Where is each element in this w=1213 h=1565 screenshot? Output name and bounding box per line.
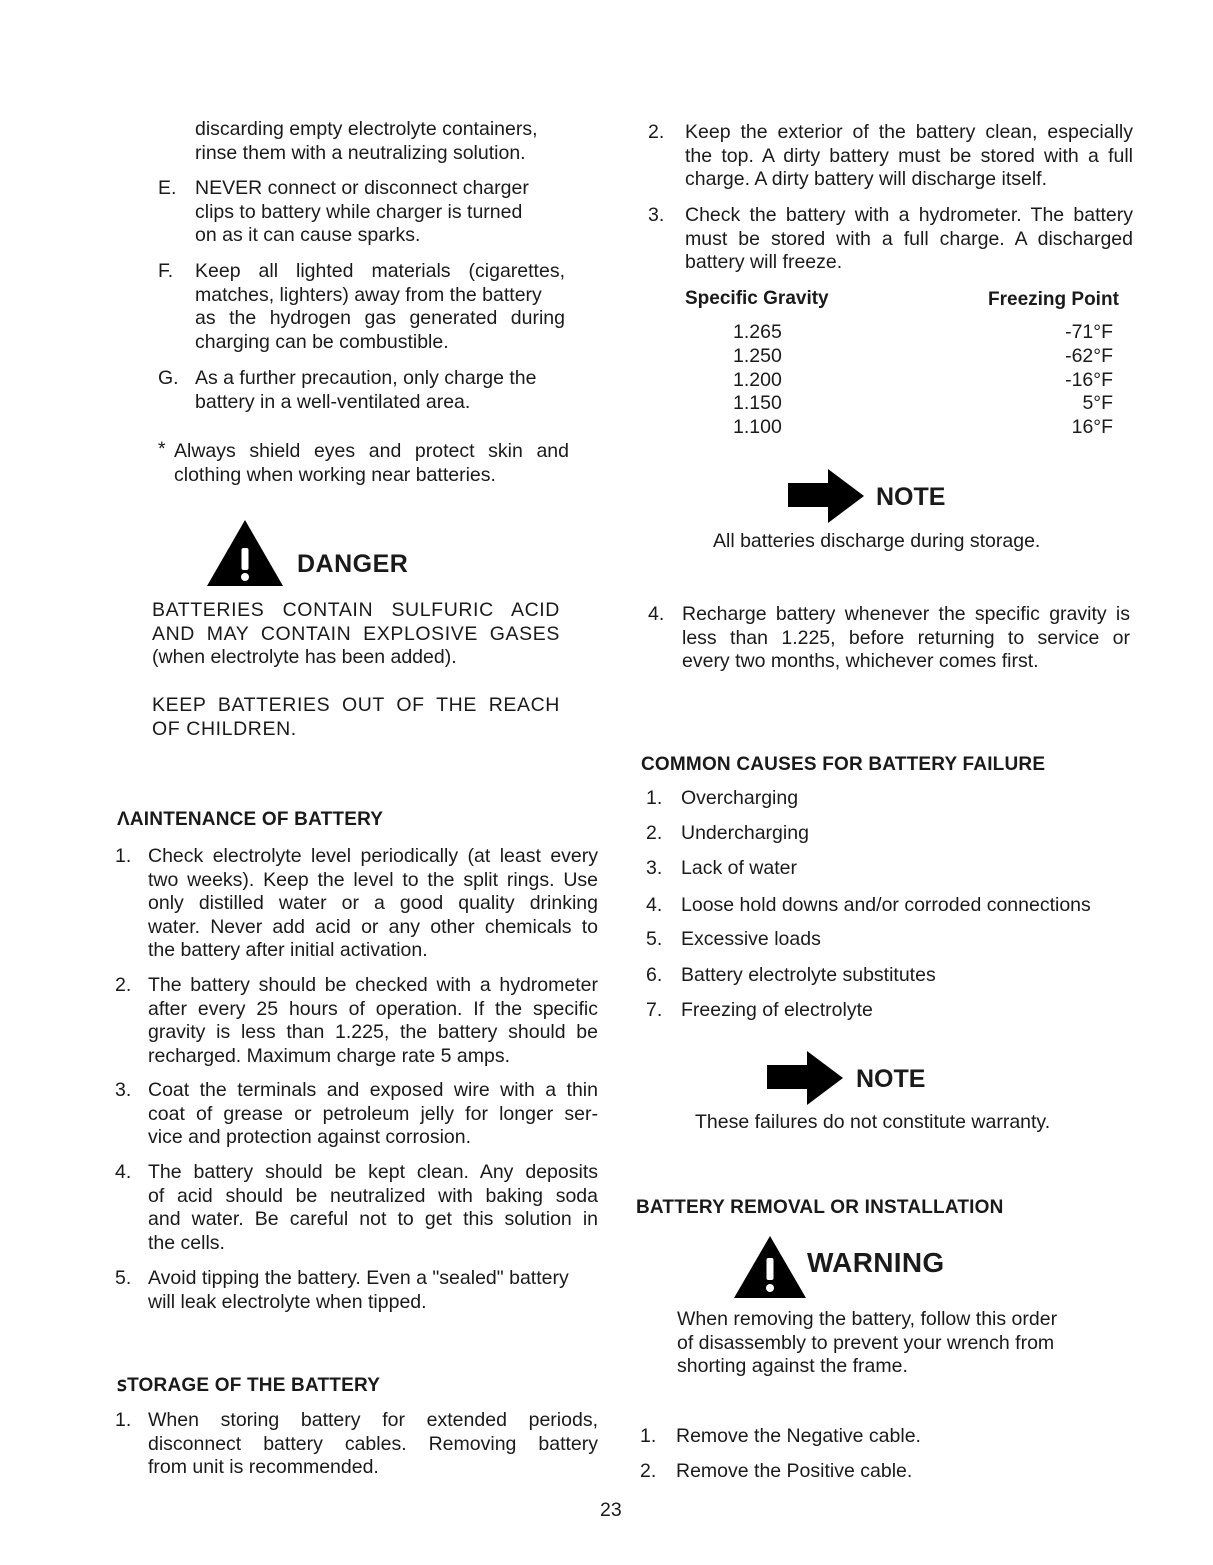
list-marker: E. bbox=[158, 177, 177, 199]
text-line: on as it can cause sparks. bbox=[195, 224, 421, 246]
danger-title: DANGER bbox=[297, 550, 409, 578]
list-marker: 7. bbox=[646, 999, 663, 1021]
storage-heading: ꜱTORAGE OF THE BATTERY bbox=[117, 1375, 381, 1396]
text-line: Recharge battery whenever the specific gravity is bbox=[682, 603, 1130, 625]
table-row bbox=[733, 345, 1113, 369]
cause-text: Excessive loads bbox=[681, 928, 821, 950]
cause-text: Battery electrolyte substitutes bbox=[681, 964, 936, 986]
list-marker: G. bbox=[158, 367, 179, 389]
warning-title: WARNING bbox=[807, 1247, 945, 1278]
asterisk-marker: * bbox=[158, 438, 166, 460]
text-line: OF CHILDREN. bbox=[152, 717, 297, 740]
text-line: NEVER connect or disconnect charger bbox=[195, 177, 529, 199]
cause-text: Lack of water bbox=[681, 857, 797, 879]
warning-triangle-icon bbox=[732, 1234, 808, 1300]
table-row bbox=[733, 321, 1113, 345]
text-line: coat of grease or petroleum jelly for longer ser- bbox=[148, 1102, 598, 1125]
text-line: When storing battery for extended periods, bbox=[148, 1409, 598, 1431]
freezing-value: -16°F bbox=[1065, 369, 1113, 391]
text-line: matches, lighters) away from the battery bbox=[195, 283, 542, 306]
danger-text-2 bbox=[152, 694, 560, 741]
text-line: BATTERIES CONTAIN SULFURIC ACID bbox=[152, 599, 560, 621]
list-marker: 3. bbox=[646, 857, 663, 879]
table-header-freezing: Freezing Point bbox=[988, 289, 1119, 310]
note-text: All batteries discharge during storage. bbox=[713, 530, 1041, 552]
text-line: as the hydrogen gas generated during bbox=[195, 307, 565, 329]
freezing-value: 5°F bbox=[1082, 392, 1113, 414]
text-line: discarding empty electrolyte containers, bbox=[195, 118, 538, 140]
text-line: Keep the exterior of the battery clean, especially bbox=[685, 121, 1133, 143]
text-line: recharged. Maximum charge rate 5 amps. bbox=[148, 1044, 510, 1067]
text-line: the battery after initial activation. bbox=[148, 939, 428, 961]
text-line: Coat the terminals and exposed wire with a thin bbox=[148, 1079, 598, 1101]
text-line: Avoid tipping the battery. Even a "sealed" battery bbox=[148, 1267, 569, 1289]
gravity-value: 1.250 bbox=[733, 345, 782, 367]
gravity-value: 1.200 bbox=[733, 369, 782, 391]
text-line: AND MAY CONTAIN EXPLOSIVE GASES bbox=[152, 622, 560, 645]
table-header-gravity: Specific Gravity bbox=[685, 288, 829, 309]
list-marker: 5. bbox=[646, 928, 663, 950]
arrow-right-icon bbox=[788, 469, 864, 523]
text-line: vice and protection against corrosion. bbox=[148, 1126, 472, 1148]
text-line: disconnect battery cables. Removing battery bbox=[148, 1432, 598, 1455]
text-line: of acid should be neutralized with baking soda bbox=[148, 1184, 598, 1207]
text-line: battery in a well-ventilated area. bbox=[195, 390, 471, 413]
list-marker: 2. bbox=[648, 121, 665, 143]
freezing-value: -62°F bbox=[1065, 345, 1113, 367]
text-line: and water. Be careful not to get this solution in bbox=[148, 1208, 598, 1230]
text-line: every two months, whichever comes first. bbox=[682, 650, 1039, 672]
text-line: from unit is recommended. bbox=[148, 1456, 379, 1478]
list-marker: F. bbox=[158, 260, 174, 282]
text-line: water. Never add acid or any other chemicals to bbox=[148, 915, 598, 938]
step-text: Remove the Positive cable. bbox=[676, 1460, 913, 1482]
step-text: Remove the Negative cable. bbox=[676, 1425, 921, 1447]
text-line: As a further precaution, only charge the bbox=[195, 367, 537, 389]
freezing-value: 16°F bbox=[1071, 416, 1113, 438]
text-line: less than 1.225, before returning to service or bbox=[682, 626, 1130, 649]
note-title: NOTE bbox=[876, 483, 946, 511]
list-marker: 2. bbox=[640, 1460, 657, 1482]
warning-text bbox=[677, 1308, 1097, 1379]
list-marker: 3. bbox=[115, 1079, 132, 1101]
list-marker: 2. bbox=[115, 974, 132, 996]
text-line: (when electrolyte has been added). bbox=[152, 646, 457, 668]
gravity-value: 1.100 bbox=[733, 416, 782, 438]
removal-heading: BATTERY REMOVAL OR INSTALLATION bbox=[636, 1197, 1004, 1218]
text-line: KEEP BATTERIES OUT OF THE REACH bbox=[152, 694, 560, 716]
list-marker: 4. bbox=[648, 603, 665, 625]
cause-text: Loose hold downs and/or corroded connections bbox=[681, 894, 1091, 916]
list-marker: 1. bbox=[115, 1409, 132, 1431]
text-line: must be stored with a full charge. A discharged bbox=[685, 227, 1133, 250]
text-line: the top. A dirty battery must be stored with a full bbox=[685, 144, 1133, 167]
text-line: only distilled water or a good quality drinking bbox=[148, 892, 598, 914]
text-line: charge. A dirty battery will discharge itself. bbox=[685, 168, 1047, 190]
gravity-value: 1.150 bbox=[733, 392, 782, 414]
danger-icon bbox=[205, 518, 285, 588]
table-row bbox=[733, 392, 1113, 416]
gravity-value: 1.265 bbox=[733, 321, 782, 343]
list-marker: 5. bbox=[115, 1267, 132, 1289]
text-line: charging can be combustible. bbox=[195, 330, 449, 353]
text-line: When removing the battery, follow this order bbox=[677, 1308, 1058, 1330]
causes-heading: COMMON CAUSES FOR BATTERY FAILURE bbox=[641, 754, 1046, 775]
text-line: battery will freeze. bbox=[685, 251, 843, 273]
list-marker: 3. bbox=[648, 204, 665, 226]
list-marker: 4. bbox=[646, 894, 663, 916]
list-marker: 1. bbox=[640, 1425, 657, 1447]
text-line: shorting against the frame. bbox=[677, 1355, 908, 1377]
text-line: clothing when working near batteries. bbox=[174, 463, 496, 486]
text-line: The battery should be checked with a hydrometer bbox=[148, 974, 598, 996]
text-line: two weeks). Keep the level to the split rings. Use bbox=[148, 868, 598, 891]
danger-text bbox=[152, 599, 560, 670]
text-line: will leak electrolyte when tipped. bbox=[148, 1290, 427, 1313]
maintenance-heading: ɅAINTENANCE OF BATTERY bbox=[117, 809, 384, 830]
cause-text: Freezing of electrolyte bbox=[681, 999, 873, 1021]
text-line: Keep all lighted materials (cigarettes, bbox=[195, 260, 565, 282]
list-marker: 2. bbox=[646, 822, 663, 844]
text-line: after every 25 hours of operation. If the specific bbox=[148, 997, 598, 1020]
text-line: Always shield eyes and protect skin and bbox=[174, 440, 569, 462]
arrow-right-icon bbox=[767, 1051, 843, 1105]
list-marker: 6. bbox=[646, 964, 663, 986]
table-row bbox=[733, 369, 1113, 393]
intro-continuation bbox=[195, 118, 570, 165]
text-line: clips to battery while charger is turned bbox=[195, 200, 523, 223]
list-marker: 1. bbox=[646, 787, 663, 809]
text-line: the cells. bbox=[148, 1231, 225, 1254]
freezing-value: -71°F bbox=[1065, 321, 1113, 343]
text-line: Check the battery with a hydrometer. The battery bbox=[685, 204, 1133, 226]
note-text: These failures do not constitute warranty. bbox=[695, 1111, 1051, 1133]
text-line: gravity is less than 1.225, the battery should be bbox=[148, 1021, 598, 1043]
text-line: of disassembly to prevent your wrench from bbox=[677, 1331, 1055, 1354]
page-number: 23 bbox=[600, 1499, 622, 1521]
note-title: NOTE bbox=[856, 1065, 926, 1093]
list-marker: 1. bbox=[115, 845, 132, 867]
text-line: The battery should be kept clean. Any deposits bbox=[148, 1161, 598, 1183]
cause-text: Overcharging bbox=[681, 787, 799, 809]
list-marker: 4. bbox=[115, 1161, 132, 1183]
text-line: Check electrolyte level periodically (at least every bbox=[148, 845, 598, 867]
cause-text: Undercharging bbox=[681, 822, 809, 844]
text-line: rinse them with a neutralizing solution. bbox=[195, 141, 526, 164]
table-row bbox=[733, 416, 1113, 440]
